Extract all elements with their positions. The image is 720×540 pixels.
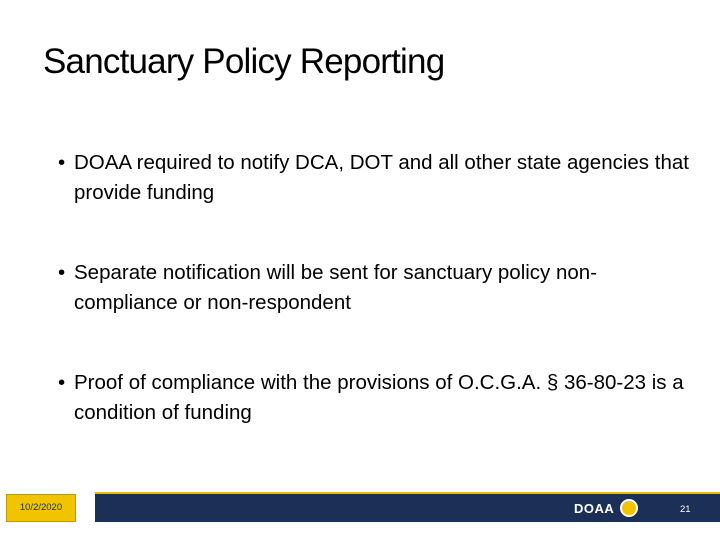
slide-title: Sanctuary Policy Reporting [43, 42, 445, 81]
bullet-marker: • [58, 261, 66, 284]
footer-date: 10/2/2020 [19, 502, 63, 513]
doaa-logo [574, 496, 638, 520]
bullet-text: Proof of compliance with the provisions of O.C.G.A. § 36-80-23 is a condition of funding [74, 371, 684, 424]
bullet-item [58, 148, 698, 208]
seal-icon [620, 499, 638, 517]
slide-footer [0, 492, 720, 528]
logo-text: DOAA [574, 500, 615, 516]
bullet-marker: • [58, 151, 66, 174]
bullet-text: DOAA required to notify DCA, DOT and all other state agencies that provide funding [74, 151, 689, 204]
page-number: 21 [680, 504, 691, 515]
bullet-marker: • [58, 371, 66, 394]
bullet-item [58, 368, 698, 428]
date-badge [6, 494, 76, 522]
bullet-item [58, 258, 698, 318]
bullet-text: Separate notification will be sent for sanctuary policy non-compliance or non-respondent [74, 261, 598, 314]
